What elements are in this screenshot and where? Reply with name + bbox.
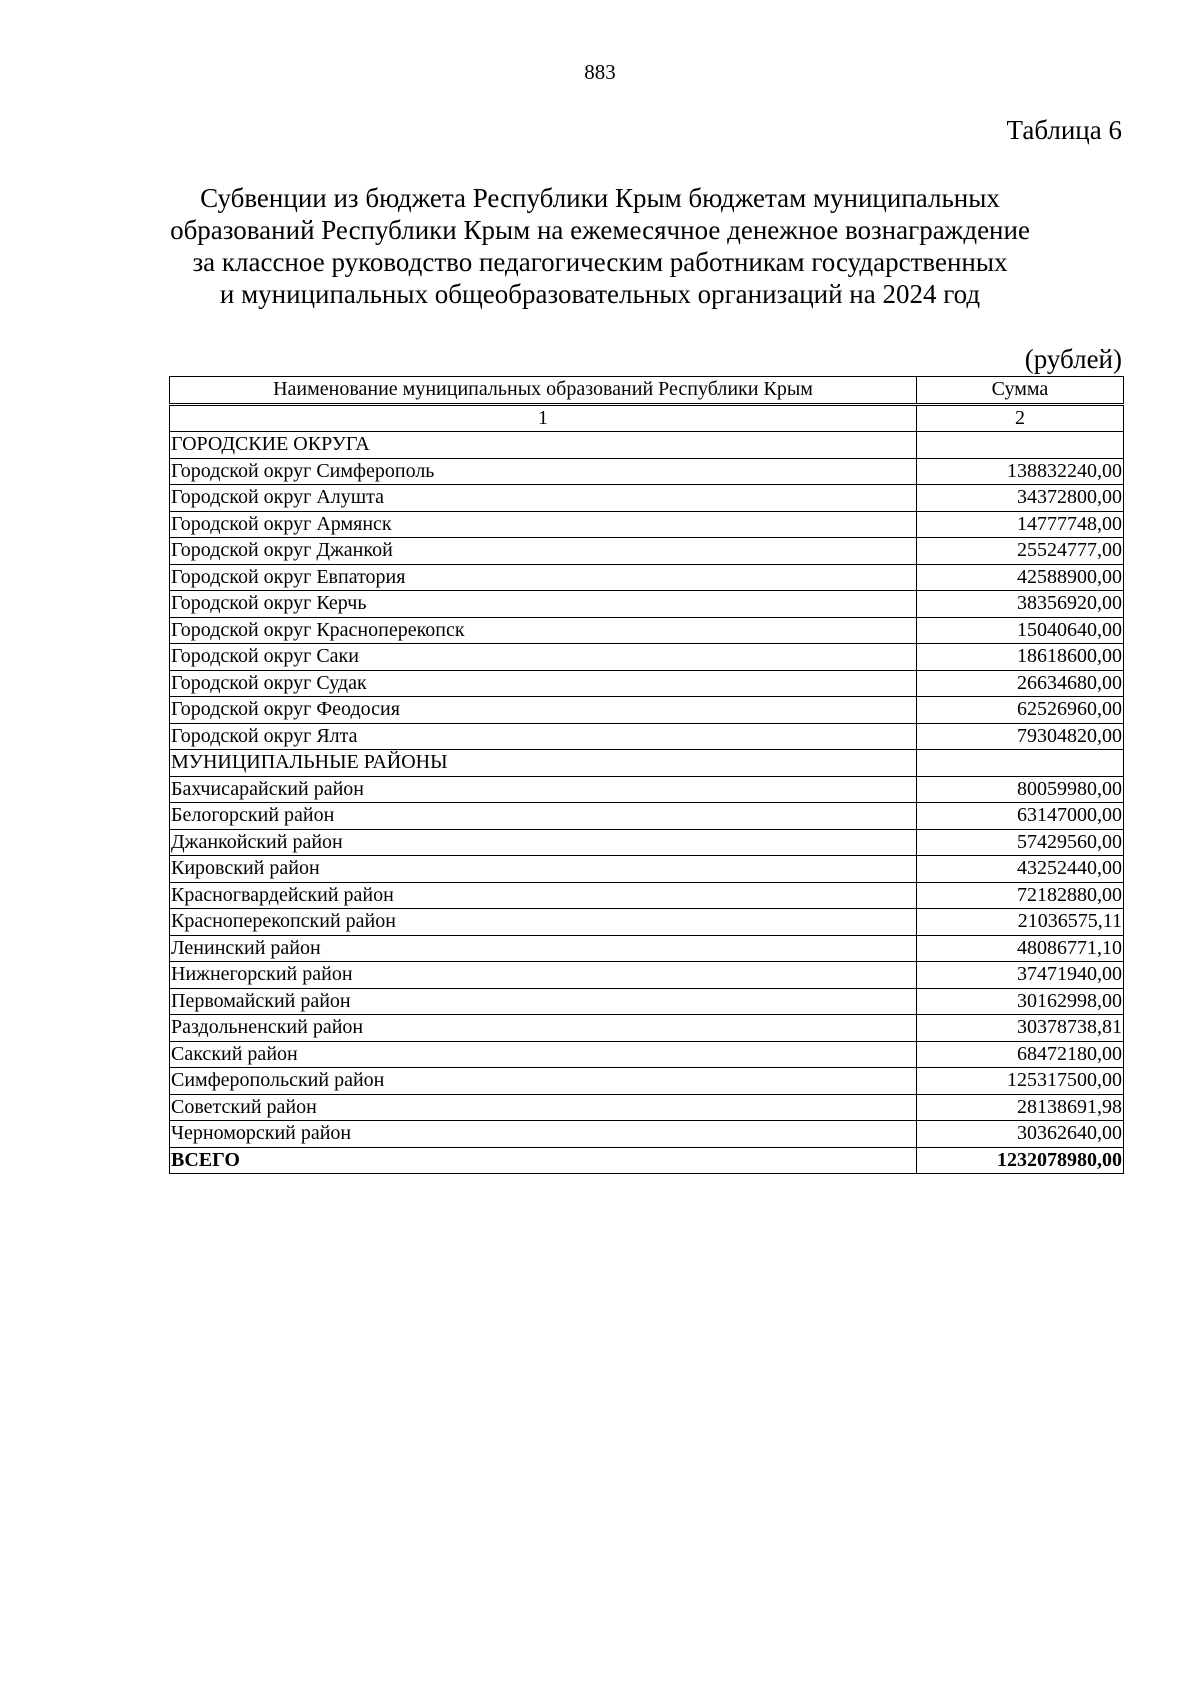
units-label: (рублей) bbox=[1024, 344, 1122, 374]
municipality-name: Черноморский район bbox=[170, 1121, 917, 1148]
table-row bbox=[170, 829, 1124, 856]
municipality-name: Городской округ Ялта bbox=[170, 723, 917, 750]
table-row bbox=[170, 1121, 1124, 1148]
municipality-name: Городской округ Джанкой bbox=[170, 538, 917, 565]
amount-value: 37471940,00 bbox=[917, 962, 1124, 989]
table-row bbox=[170, 1041, 1124, 1068]
table-row bbox=[170, 617, 1124, 644]
table-row bbox=[170, 458, 1124, 485]
table-row bbox=[170, 988, 1124, 1015]
table-label: Таблица 6 bbox=[1006, 115, 1122, 145]
amount-value: 48086771,10 bbox=[917, 935, 1124, 962]
amount-value: 80059980,00 bbox=[917, 776, 1124, 803]
table-row bbox=[170, 962, 1124, 989]
amount-value: 1232078980,00 bbox=[917, 1147, 1124, 1174]
amount-value: 21036575,11 bbox=[917, 909, 1124, 936]
municipality-name: Городской округ Красноперекопск bbox=[170, 617, 917, 644]
municipality-name: Городской округ Симферополь bbox=[170, 458, 917, 485]
table-row bbox=[170, 723, 1124, 750]
table-row bbox=[170, 670, 1124, 697]
column-number-row bbox=[170, 405, 1124, 432]
municipality-name: Джанкойский район bbox=[170, 829, 917, 856]
table-row bbox=[170, 776, 1124, 803]
municipality-name: Белогорский район bbox=[170, 803, 917, 830]
column-number: 2 bbox=[917, 405, 1124, 432]
column-number: 1 bbox=[170, 405, 917, 432]
table-row bbox=[170, 1068, 1124, 1095]
municipality-name: Городской округ Феодосия bbox=[170, 697, 917, 724]
table-row bbox=[170, 1015, 1124, 1042]
municipality-name: Симферопольский район bbox=[170, 1068, 917, 1095]
table-row bbox=[170, 856, 1124, 883]
table-row bbox=[170, 750, 1124, 777]
municipality-name: ГОРОДСКИЕ ОКРУГА bbox=[170, 432, 917, 459]
municipality-name: Городской округ Саки bbox=[170, 644, 917, 671]
amount-value: 18618600,00 bbox=[917, 644, 1124, 671]
table-row bbox=[170, 1094, 1124, 1121]
amount-value: 42588900,00 bbox=[917, 564, 1124, 591]
table-row bbox=[170, 432, 1124, 459]
title-line: и муниципальных общеобразовательных организаций на 2024 год bbox=[219, 279, 981, 309]
header-amount: Сумма bbox=[917, 377, 1124, 404]
municipality-name: Ленинский район bbox=[170, 935, 917, 962]
amount-value bbox=[917, 750, 1124, 777]
municipality-name: Первомайский район bbox=[170, 988, 917, 1015]
municipality-name: МУНИЦИПАЛЬНЫЕ РАЙОНЫ bbox=[170, 750, 917, 777]
amount-value: 30378738,81 bbox=[917, 1015, 1124, 1042]
municipality-name: ВСЕГО bbox=[170, 1147, 917, 1174]
page-number: 883 bbox=[584, 60, 616, 84]
municipality-name: Красноперекопский район bbox=[170, 909, 917, 936]
table-row bbox=[170, 511, 1124, 538]
amount-value: 15040640,00 bbox=[917, 617, 1124, 644]
table-row bbox=[170, 644, 1124, 671]
subventions-table bbox=[169, 376, 1124, 1174]
municipality-name: Городской округ Керчь bbox=[170, 591, 917, 618]
title-line: за классное руководство педагогическим работникам государственных bbox=[192, 247, 1008, 277]
amount-value: 57429560,00 bbox=[917, 829, 1124, 856]
amount-value bbox=[917, 432, 1124, 459]
title-line: образований Республики Крым на ежемесячное денежное вознаграждение bbox=[170, 215, 1030, 245]
municipality-name: Красногвардейский район bbox=[170, 882, 917, 909]
header-name: Наименование муниципальных образований Республики Крым bbox=[170, 377, 917, 404]
municipality-name: Городской округ Евпатория bbox=[170, 564, 917, 591]
amount-value: 30162998,00 bbox=[917, 988, 1124, 1015]
table-header-row bbox=[170, 377, 1124, 404]
amount-value: 138832240,00 bbox=[917, 458, 1124, 485]
table-row bbox=[170, 591, 1124, 618]
amount-value: 30362640,00 bbox=[917, 1121, 1124, 1148]
table-row bbox=[170, 909, 1124, 936]
municipality-name: Нижнегорский район bbox=[170, 962, 917, 989]
amount-value: 62526960,00 bbox=[917, 697, 1124, 724]
municipality-name: Раздольненский район bbox=[170, 1015, 917, 1042]
amount-value: 125317500,00 bbox=[917, 1068, 1124, 1095]
municipality-name: Советский район bbox=[170, 1094, 917, 1121]
municipality-name: Городской округ Армянск bbox=[170, 511, 917, 538]
table-row bbox=[170, 803, 1124, 830]
table-row bbox=[170, 935, 1124, 962]
amount-value: 79304820,00 bbox=[917, 723, 1124, 750]
amount-value: 26634680,00 bbox=[917, 670, 1124, 697]
municipality-name: Городской округ Судак bbox=[170, 670, 917, 697]
table-row bbox=[170, 882, 1124, 909]
amount-value: 34372800,00 bbox=[917, 485, 1124, 512]
municipality-name: Кировский район bbox=[170, 856, 917, 883]
document-title bbox=[100, 182, 1100, 310]
amount-value: 63147000,00 bbox=[917, 803, 1124, 830]
table-row bbox=[170, 564, 1124, 591]
municipality-name: Бахчисарайский район bbox=[170, 776, 917, 803]
table-row bbox=[170, 485, 1124, 512]
amount-value: 25524777,00 bbox=[917, 538, 1124, 565]
amount-value: 28138691,98 bbox=[917, 1094, 1124, 1121]
amount-value: 14777748,00 bbox=[917, 511, 1124, 538]
amount-value: 43252440,00 bbox=[917, 856, 1124, 883]
table-row bbox=[170, 697, 1124, 724]
municipality-name: Городской округ Алушта bbox=[170, 485, 917, 512]
amount-value: 72182880,00 bbox=[917, 882, 1124, 909]
amount-value: 38356920,00 bbox=[917, 591, 1124, 618]
table-row bbox=[170, 538, 1124, 565]
municipality-name: Сакский район bbox=[170, 1041, 917, 1068]
total-row bbox=[170, 1147, 1124, 1174]
title-line: Субвенции из бюджета Республики Крым бюджетам муниципальных bbox=[200, 183, 1000, 213]
amount-value: 68472180,00 bbox=[917, 1041, 1124, 1068]
